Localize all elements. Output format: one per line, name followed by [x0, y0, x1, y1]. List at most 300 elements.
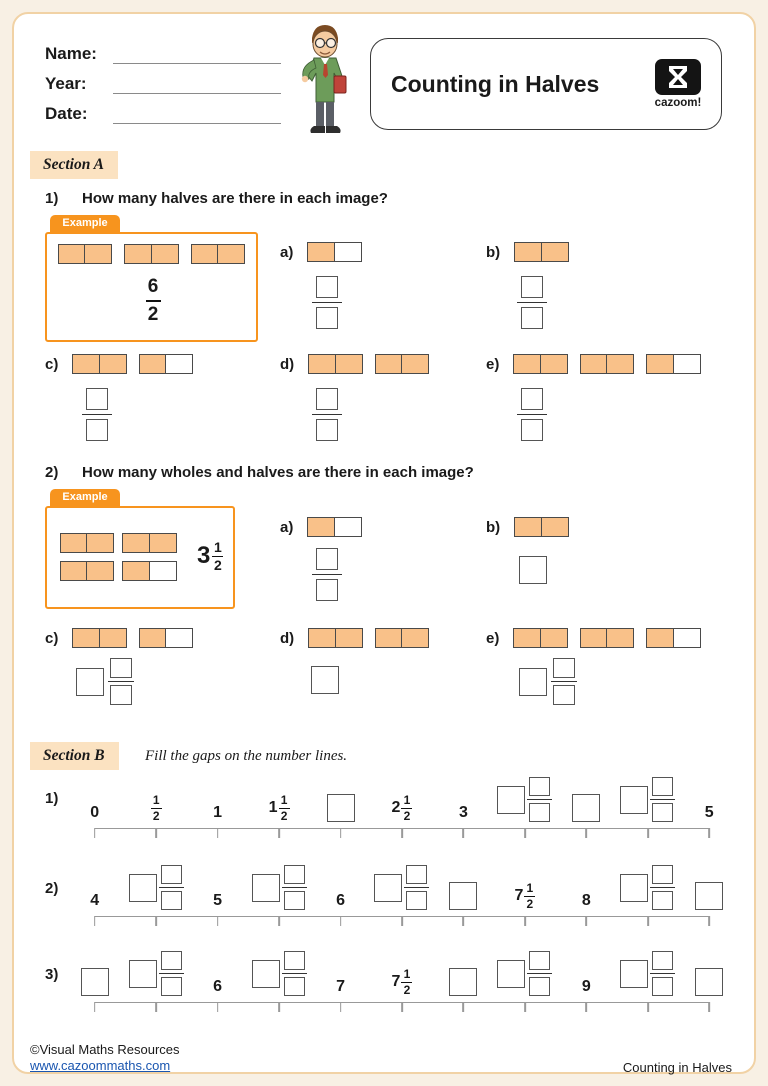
fraction-answer-template — [527, 951, 552, 996]
q1-e-answer — [514, 388, 550, 441]
numerator: 1 — [526, 881, 534, 895]
whole-number-box[interactable] — [497, 960, 525, 988]
denominator-box[interactable] — [521, 307, 543, 329]
half-cell-empty — [673, 628, 701, 648]
item-label: b) — [486, 243, 501, 261]
bar-image — [580, 354, 634, 374]
numerator-box[interactable] — [110, 658, 132, 678]
half-cell-filled — [307, 242, 335, 262]
tick-mark — [401, 916, 403, 926]
whole-number-box[interactable] — [620, 786, 648, 814]
number-line-position — [679, 804, 740, 828]
half-cell-filled — [646, 354, 674, 374]
half-cell-empty — [149, 561, 177, 581]
denominator-box[interactable] — [86, 419, 108, 441]
half-cell-filled — [122, 561, 150, 581]
mixed-number-label — [392, 794, 413, 822]
half-cell-filled — [84, 244, 112, 264]
half-cell-filled — [401, 354, 429, 374]
bar-image — [139, 354, 193, 374]
bar-image — [646, 628, 700, 648]
denominator: 2 — [280, 809, 288, 823]
numerator: 1 — [213, 539, 222, 555]
q2-d-answer — [311, 666, 339, 694]
cazoom-logo — [649, 59, 707, 109]
whole-number-box[interactable] — [129, 874, 157, 902]
mixed-answer-boxes — [374, 865, 429, 910]
tick-mark — [647, 1002, 649, 1012]
mixed-answer-boxes — [620, 777, 675, 822]
number-line-3 — [64, 944, 740, 1015]
number-line-position — [310, 794, 371, 828]
bar-image — [646, 354, 700, 374]
example-tab: Example — [50, 489, 120, 506]
fraction-answer-template — [309, 276, 345, 329]
number-label: 1 — [213, 804, 223, 821]
denominator-box[interactable] — [284, 891, 305, 910]
fraction-bar — [312, 414, 342, 415]
fraction-bar — [159, 887, 184, 888]
number-label: 3 — [458, 804, 468, 821]
year-field — [45, 74, 281, 94]
fraction-bar — [527, 973, 552, 974]
fraction-bar — [282, 973, 307, 974]
half-cell-filled — [514, 517, 542, 537]
tick-mark — [94, 1002, 96, 1012]
bar-image — [72, 354, 126, 374]
fraction-bar — [108, 681, 134, 682]
denominator-box[interactable] — [553, 685, 575, 705]
fraction-bar — [517, 302, 547, 303]
number-line-axis — [64, 828, 740, 841]
fraction-answer-template — [159, 865, 184, 910]
answer-box[interactable] — [695, 882, 723, 910]
numerator-box[interactable] — [284, 951, 305, 970]
fraction-answer-template — [514, 388, 550, 441]
tick-mark — [94, 916, 96, 926]
numerator-box[interactable] — [161, 865, 182, 884]
item-bars — [513, 354, 700, 374]
fraction-bar — [146, 300, 161, 302]
bar-image — [122, 561, 176, 581]
denominator-box[interactable] — [161, 891, 182, 910]
fraction-bar — [312, 574, 342, 575]
numerator: 1 — [403, 793, 411, 807]
half-cell-filled — [72, 354, 100, 374]
number-line-position — [679, 968, 740, 1002]
mixed-number-label — [392, 968, 413, 996]
numberline-2-label: 2) — [45, 880, 59, 897]
half-cell-filled — [191, 244, 219, 264]
half-cell-filled — [149, 533, 177, 553]
bar-image — [307, 517, 361, 537]
numerator-box[interactable] — [529, 951, 550, 970]
q2-a-answer — [309, 548, 345, 601]
denominator: 2 — [152, 809, 160, 823]
q2-item-b — [486, 517, 569, 537]
number-line-position — [64, 892, 125, 916]
bar-image — [513, 354, 567, 374]
half-cell-filled — [541, 242, 569, 262]
tick-mark — [401, 1002, 403, 1012]
bar-image — [580, 628, 634, 648]
item-label: c) — [45, 355, 59, 373]
denominator-box[interactable] — [316, 419, 338, 441]
fraction-bar — [312, 302, 342, 303]
half-cell-filled — [580, 628, 608, 648]
number-line-position — [248, 865, 309, 916]
mixed-answer-boxes — [129, 951, 184, 996]
fraction-answer-template — [282, 865, 307, 910]
bar-image — [124, 244, 178, 264]
bar-image — [60, 561, 114, 581]
half-cell-filled — [307, 517, 335, 537]
number-line-position — [371, 794, 432, 828]
tick-mark — [278, 1002, 280, 1012]
mixed-answer-boxes — [129, 865, 184, 910]
half-cell-filled — [514, 242, 542, 262]
number-line-position — [494, 951, 555, 1002]
fraction-answer-template — [159, 951, 184, 996]
item-bars — [514, 242, 568, 262]
numerator-box[interactable] — [316, 276, 338, 298]
whole-number-box[interactable] — [620, 960, 648, 988]
number-line-position — [556, 892, 617, 916]
numerator-box[interactable] — [529, 777, 550, 796]
half-cell-filled — [86, 533, 114, 553]
mixed-answer-boxes — [620, 865, 675, 910]
bar-image — [308, 354, 362, 374]
tick-mark — [155, 828, 157, 838]
number-line-position — [187, 892, 248, 916]
number-label: 4 — [90, 892, 100, 909]
denominator: 2 — [526, 897, 534, 911]
date-label: Date: — [45, 104, 88, 123]
bar-image — [72, 628, 126, 648]
denominator-box[interactable] — [316, 307, 338, 329]
whole-number-box[interactable] — [519, 556, 547, 584]
bar-image — [122, 533, 176, 553]
whole-number: 3 — [197, 542, 211, 569]
whole-number-box[interactable] — [374, 874, 402, 902]
numerator-box[interactable] — [553, 658, 575, 678]
q2-item-e — [486, 628, 701, 648]
fraction-answer-template — [282, 951, 307, 996]
fraction-label — [279, 794, 290, 822]
tick-mark — [401, 828, 403, 838]
tick-mark — [463, 1002, 465, 1012]
number-line-position — [433, 882, 494, 916]
answer-box[interactable] — [449, 882, 477, 910]
item-label: d) — [280, 629, 295, 647]
year-input-line[interactable] — [113, 76, 281, 94]
item-label: c) — [45, 629, 59, 647]
whole-number-box[interactable] — [252, 960, 280, 988]
half-cell-filled — [335, 628, 363, 648]
mixed-answer-boxes — [497, 951, 552, 996]
item-bars — [72, 354, 193, 374]
number-line-position — [125, 951, 186, 1002]
answer-box[interactable] — [81, 968, 109, 996]
item-bars — [307, 517, 361, 537]
bar-image — [375, 354, 429, 374]
answer-box[interactable] — [327, 794, 355, 822]
item-label: a) — [280, 243, 294, 261]
fraction-bar — [517, 414, 547, 415]
item-bars — [72, 628, 193, 648]
fraction-bar — [404, 887, 429, 888]
numerator-box[interactable] — [652, 777, 673, 796]
number-line-axis — [64, 916, 740, 929]
bar-image — [514, 517, 568, 537]
number-line-position — [64, 804, 125, 828]
fraction-answer-template — [551, 658, 577, 705]
tick-mark — [586, 916, 588, 926]
section-b-instruction: Fill the gaps on the number lines. — [145, 748, 348, 764]
mixed-answer-template — [519, 658, 577, 705]
tick-mark — [586, 828, 588, 838]
half-cell-filled — [99, 628, 127, 648]
fraction-label — [401, 794, 412, 822]
half-cell-filled — [580, 354, 608, 374]
q1-c-answer — [79, 388, 115, 441]
half-cell-filled — [308, 354, 336, 374]
q1-item-a — [280, 242, 362, 262]
number-label: 5 — [704, 804, 714, 821]
answer-box[interactable] — [572, 794, 600, 822]
half-cell-empty — [165, 628, 193, 648]
fraction-answer-template — [309, 548, 345, 601]
number-label: 7 — [336, 978, 345, 995]
half-cell-filled — [308, 628, 336, 648]
half-cell-filled — [124, 244, 152, 264]
q1-number: 1) — [45, 190, 59, 207]
denominator: 2 — [403, 809, 411, 823]
denominator-box[interactable] — [652, 803, 673, 822]
numerator-box[interactable] — [652, 865, 673, 884]
page-title: Counting in Halves — [391, 70, 600, 97]
number-line-position — [125, 794, 186, 828]
denominator-box[interactable] — [529, 803, 550, 822]
denominator: 2 — [147, 304, 159, 325]
half-cell-filled — [58, 244, 86, 264]
bar-image — [307, 242, 361, 262]
bar-image — [514, 242, 568, 262]
number-line-values — [64, 858, 740, 916]
item-bars — [308, 628, 429, 648]
numerator-box[interactable] — [652, 951, 673, 970]
number-line-position — [556, 794, 617, 828]
number-line-position — [617, 951, 678, 1002]
q1-b-answer — [514, 276, 550, 329]
tick-mark — [340, 1002, 342, 1012]
name-input-line[interactable] — [113, 46, 281, 64]
number-line-position — [433, 804, 494, 828]
q2-text: How many wholes and halves are there in each image? — [82, 464, 474, 481]
q2-item-c — [45, 628, 193, 648]
mixed-number-label — [514, 882, 535, 910]
whole-number: 7 — [514, 887, 524, 904]
half-cell-filled — [606, 354, 634, 374]
half-cell-filled — [513, 354, 541, 374]
fraction-bar — [82, 414, 112, 415]
tick-mark — [217, 1002, 219, 1012]
numerator-box[interactable] — [316, 388, 338, 410]
tick-mark — [278, 828, 280, 838]
fraction-answer-template — [650, 951, 675, 996]
fraction-bar — [159, 973, 184, 974]
denominator-box[interactable] — [529, 977, 550, 996]
denominator-box[interactable] — [652, 977, 673, 996]
number-label: 6 — [213, 978, 223, 995]
numerator-box[interactable] — [86, 388, 108, 410]
q1-text: How many halves are there in each image? — [82, 190, 388, 207]
number-line-position — [125, 865, 186, 916]
footer-copyright: ©Visual Maths Resources — [30, 1042, 180, 1057]
denominator-box[interactable] — [110, 685, 132, 705]
half-cell-filled — [86, 561, 114, 581]
item-bars — [307, 242, 361, 262]
half-cell-empty — [165, 354, 193, 374]
fraction-answer-template — [527, 777, 552, 822]
answer-box[interactable] — [695, 968, 723, 996]
whole-number-box[interactable] — [620, 874, 648, 902]
half-cell-filled — [375, 628, 403, 648]
half-cell-filled — [335, 354, 363, 374]
tick-mark — [155, 1002, 157, 1012]
numerator-box[interactable] — [284, 865, 305, 884]
whole-number: 7 — [391, 973, 401, 990]
number-line-position — [248, 794, 309, 828]
number-label: 6 — [336, 892, 345, 909]
item-bars — [513, 628, 700, 648]
half-cell-filled — [513, 628, 541, 648]
tick-mark — [340, 828, 342, 838]
tick-mark — [155, 916, 157, 926]
fraction-bar — [282, 887, 307, 888]
date-input-line[interactable] — [113, 106, 281, 124]
number-label: 8 — [581, 892, 591, 909]
item-label: b) — [486, 518, 501, 536]
whole-number-box[interactable] — [252, 874, 280, 902]
number-line-position — [187, 804, 248, 828]
q1-d-answer — [309, 388, 345, 441]
numerator-box[interactable] — [521, 276, 543, 298]
fraction-answer-template — [108, 658, 134, 705]
number-line-position — [679, 882, 740, 916]
number-line-values — [64, 944, 740, 1002]
fraction-answer-template — [309, 388, 345, 441]
q2-item-a — [280, 517, 362, 537]
tick-mark — [340, 916, 342, 926]
half-cell-filled — [217, 244, 245, 264]
fraction-bar — [551, 681, 577, 682]
half-cell-empty — [334, 242, 362, 262]
number-line-values — [64, 770, 740, 828]
denominator-box[interactable] — [521, 419, 543, 441]
mixed-answer-boxes — [497, 777, 552, 822]
numerator: 6 — [147, 276, 159, 297]
fraction-answer-template — [650, 777, 675, 822]
half-cell-filled — [646, 628, 674, 648]
footer-link[interactable]: www.cazoommaths.com — [30, 1058, 171, 1073]
half-cell-filled — [60, 533, 88, 553]
q1-item-b — [486, 242, 569, 262]
item-bars — [308, 354, 429, 374]
denominator-box[interactable] — [161, 977, 182, 996]
section-b-label: Section B — [30, 742, 119, 770]
tick-mark — [708, 1002, 710, 1012]
tick-mark — [524, 916, 526, 926]
half-cell-filled — [401, 628, 429, 648]
denominator-box[interactable] — [316, 579, 338, 601]
bar-image — [58, 244, 112, 264]
number-line-position — [371, 968, 432, 1002]
whole-number-box[interactable] — [311, 666, 339, 694]
bar-image — [191, 244, 245, 264]
tick-mark — [94, 828, 96, 838]
half-cell-filled — [139, 628, 167, 648]
half-cell-filled — [72, 628, 100, 648]
tick-mark — [463, 916, 465, 926]
half-cell-filled — [606, 628, 634, 648]
q2-c-answer — [76, 658, 134, 705]
numberline-1-label: 1) — [45, 790, 59, 807]
whole-number-box[interactable] — [519, 668, 547, 696]
fraction-bar — [650, 799, 675, 800]
whole-number: 2 — [391, 799, 401, 816]
numerator-box[interactable] — [406, 865, 427, 884]
half-cell-empty — [673, 354, 701, 374]
example-q2-answer-mixed — [197, 540, 223, 572]
item-label: e) — [486, 355, 500, 373]
fraction-bar — [650, 887, 675, 888]
numerator-box[interactable] — [161, 951, 182, 970]
tick-mark — [647, 828, 649, 838]
example-tab: Example — [50, 215, 120, 232]
half-cell-filled — [60, 561, 88, 581]
whole-number-box[interactable] — [76, 668, 104, 696]
tick-mark — [708, 828, 710, 838]
cazoom-logo-icon — [655, 59, 701, 95]
item-label: a) — [280, 518, 294, 536]
fraction-answer-template — [404, 865, 429, 910]
q1-item-e — [486, 354, 701, 374]
denominator-box[interactable] — [406, 891, 427, 910]
half-cell-filled — [99, 354, 127, 374]
number-label: 9 — [581, 978, 591, 995]
whole-number-box[interactable] — [129, 960, 157, 988]
denominator-box[interactable] — [284, 977, 305, 996]
number-line-position — [617, 777, 678, 828]
tick-mark — [647, 916, 649, 926]
answer-box[interactable] — [449, 968, 477, 996]
number-line-position — [310, 978, 371, 1002]
numerator-box[interactable] — [316, 548, 338, 570]
denominator-box[interactable] — [652, 891, 673, 910]
numerator: 1 — [403, 967, 411, 981]
number-line-position — [187, 978, 248, 1002]
whole-number: 1 — [268, 799, 278, 816]
whole-number-box[interactable] — [497, 786, 525, 814]
example-q2-bars-row2 — [60, 561, 177, 581]
numerator-box[interactable] — [521, 388, 543, 410]
number-line-axis — [64, 1002, 740, 1015]
number-line-2 — [64, 858, 740, 929]
q2-e-answer — [519, 658, 577, 705]
fraction-label — [401, 968, 412, 996]
date-field — [45, 104, 281, 124]
